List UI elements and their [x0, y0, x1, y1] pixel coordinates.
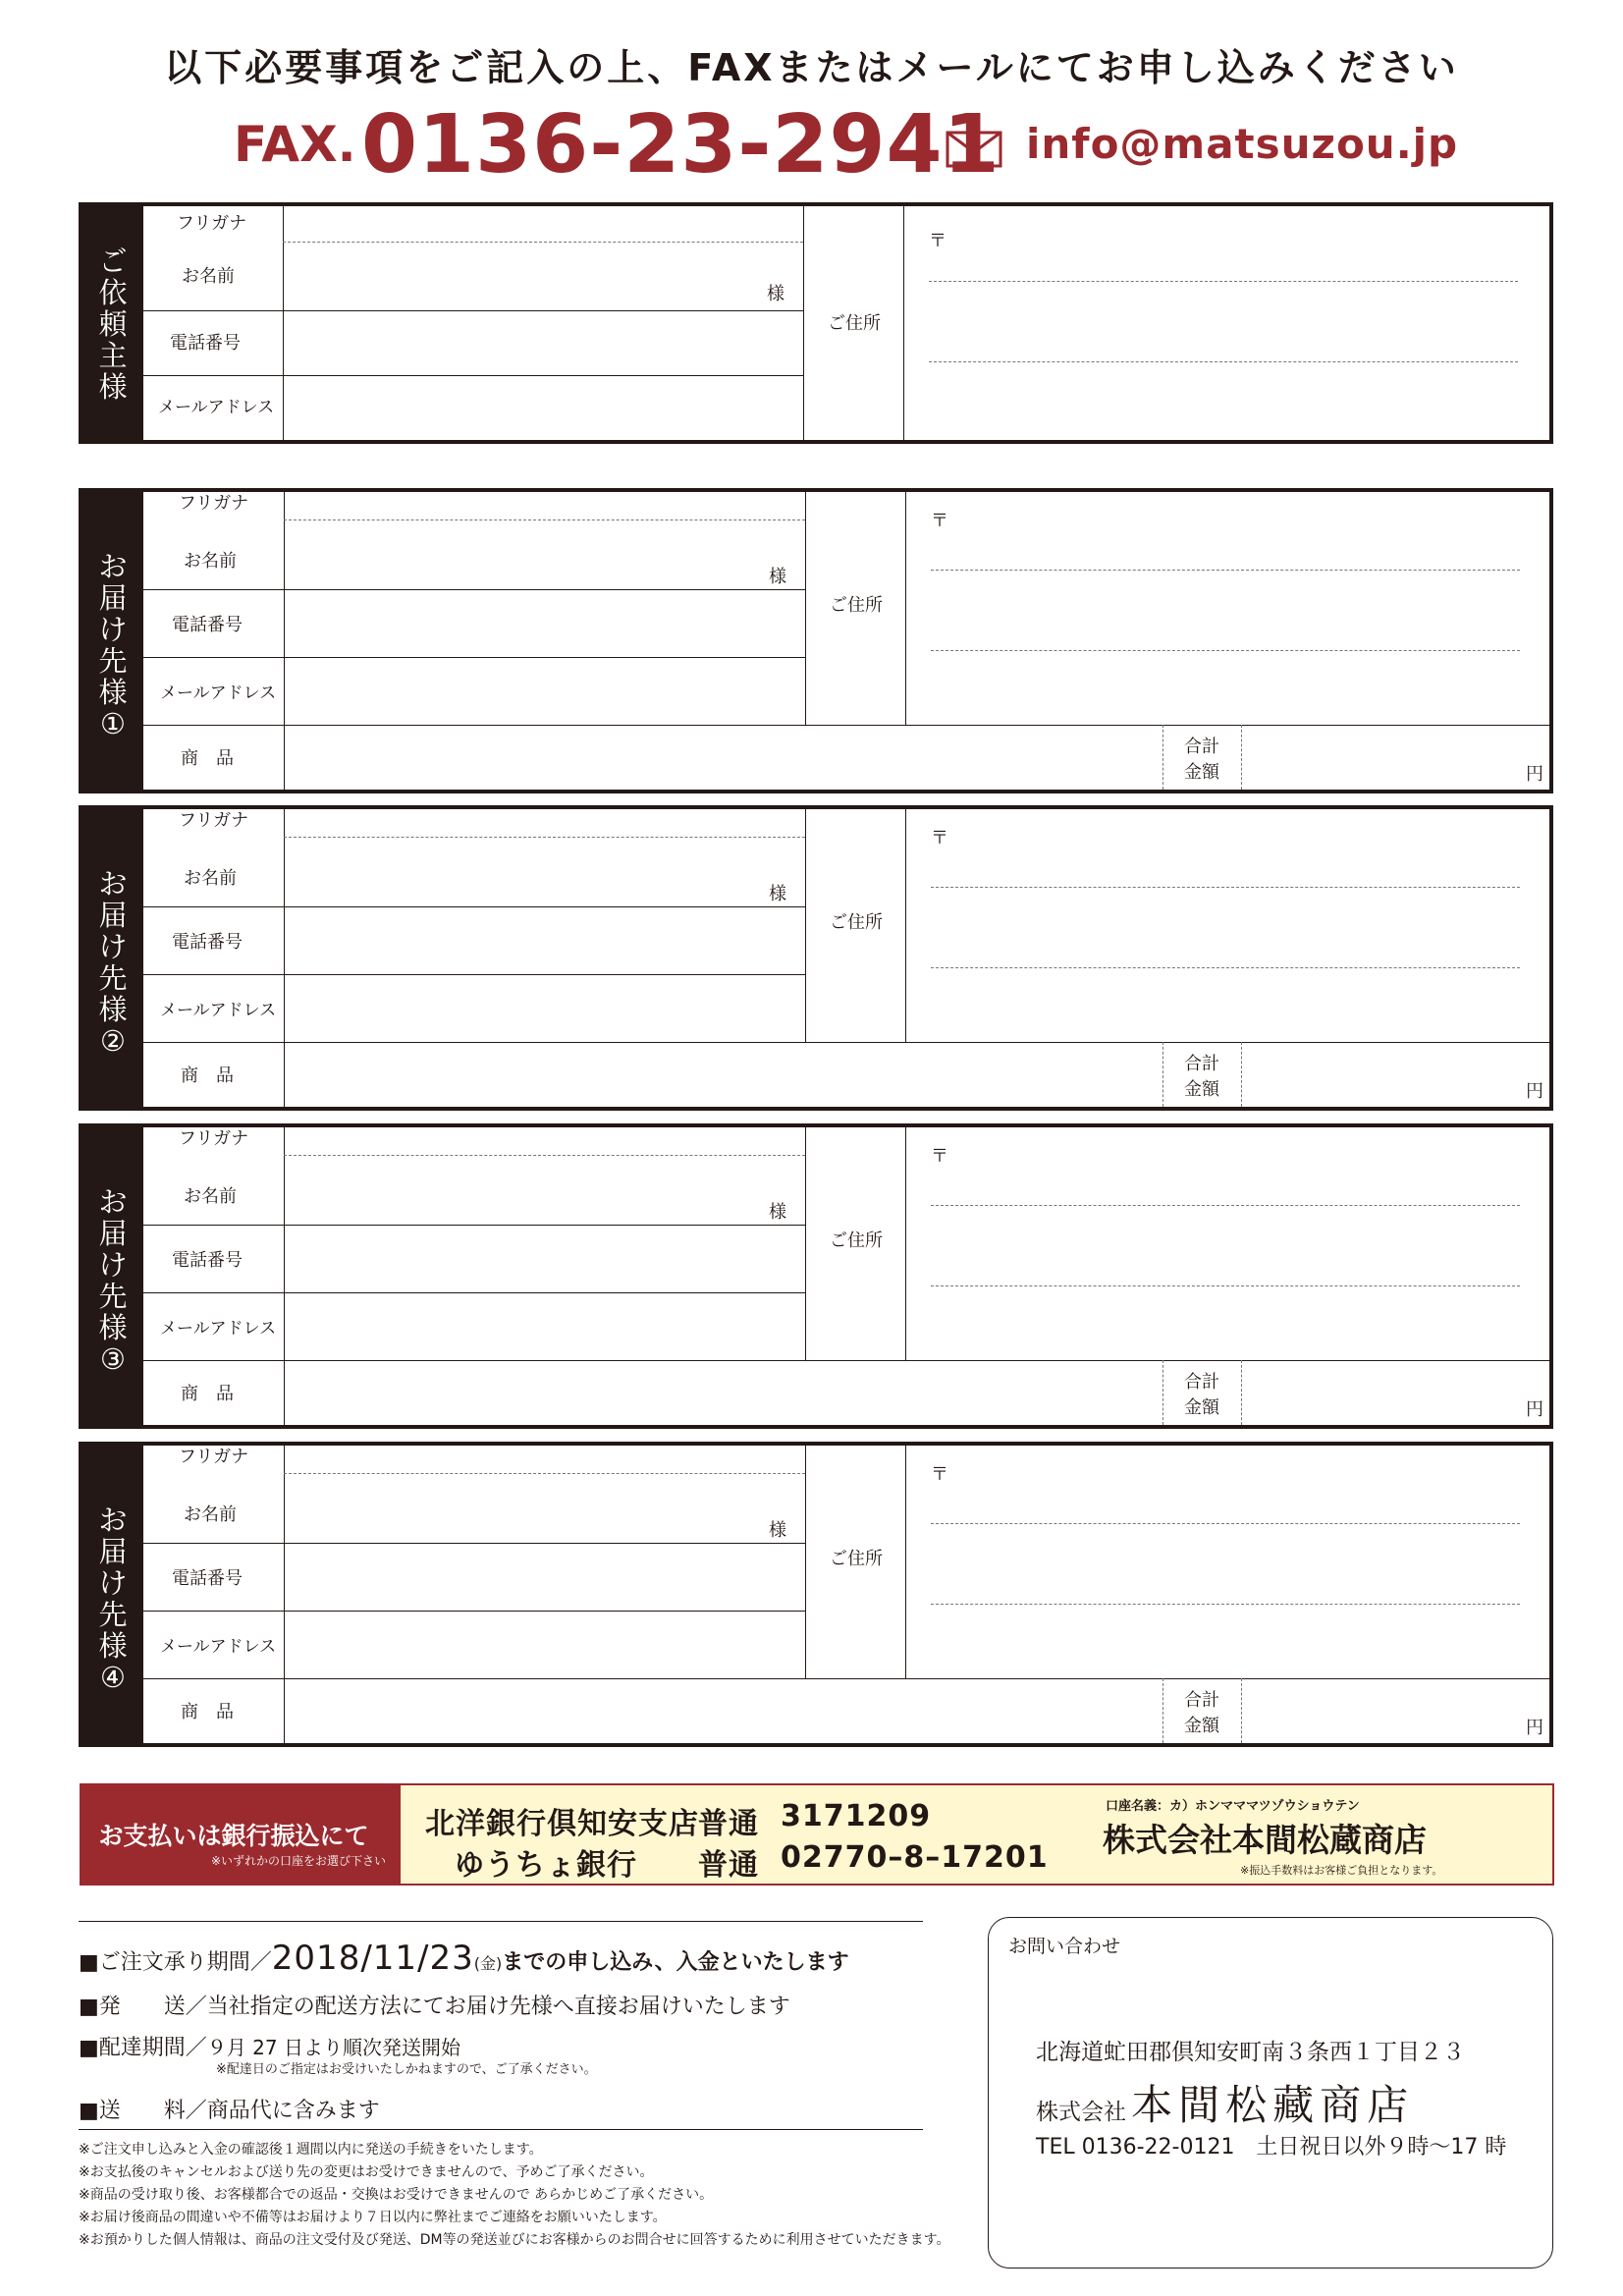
side-char: 様	[98, 1629, 128, 1663]
delivery-form-3	[79, 1123, 1553, 1429]
email-input[interactable]	[287, 379, 799, 436]
product-input[interactable]	[288, 1364, 1158, 1421]
fax-number[interactable]: 0136-23-2941	[361, 98, 1001, 191]
bank-payment-bar	[80, 1783, 1554, 1886]
contact-tel[interactable]: TEL 0136-22-0121 土日祝日以外９時〜17 時	[1036, 2135, 1507, 2159]
note-item: ※お預かりした個人情報は、商品の注文受付及び発送、DM等の発送並びにお客様からのお問合せに回答するために利用させていただきます。	[79, 2232, 950, 2248]
note-item: ※ご注文申し込みと入金の確認後１週間以内に発送の手続きをいたします。	[79, 2142, 543, 2158]
contact-box	[988, 1917, 1553, 2269]
contact-address: 北海道虻田郡倶知安町南３条西１丁目２３	[1036, 2040, 1465, 2065]
sama-label: 様	[769, 567, 786, 587]
phone-label: 電話番号	[172, 1250, 243, 1271]
name-input[interactable]	[288, 1159, 769, 1222]
side-char: 頼	[98, 307, 128, 341]
address-input[interactable]	[909, 496, 1547, 720]
note-item: ※商品の受け取り後、お客様都合での返品・交換はお受けできませんので あらかじめご了承ください。	[79, 2187, 714, 2203]
name-label: お名前	[184, 868, 237, 889]
yen-label: 円	[1526, 1718, 1543, 1738]
contact-label: お問い合わせ	[1008, 1936, 1121, 1957]
address-label: ご住所	[830, 1230, 883, 1251]
furigana-label: フリガナ	[179, 1128, 249, 1149]
product-label: 商 品	[181, 748, 234, 769]
phone-input[interactable]	[288, 1230, 800, 1288]
delivery-side-label	[82, 1446, 143, 1743]
headline: 以下必要事項をご記入の上、FAXまたはメールにてお申し込みください	[164, 46, 1459, 89]
phone-label: 電話番号	[170, 333, 241, 354]
sama-label: 様	[767, 284, 784, 304]
side-char: お	[98, 1185, 128, 1219]
side-char: お	[98, 1503, 128, 1537]
side-char: 届	[98, 899, 128, 932]
total-label: 合計 金額	[1184, 737, 1219, 783]
name-input[interactable]	[288, 841, 769, 903]
side-char: 先	[98, 1598, 128, 1631]
name-label: お名前	[184, 1504, 237, 1525]
product-input[interactable]	[288, 1682, 1158, 1739]
side-char: け	[98, 1248, 128, 1282]
bank1-number: 3171209	[781, 1799, 932, 1833]
phone-input[interactable]	[288, 594, 800, 653]
name-label: お名前	[184, 1186, 237, 1207]
email-input[interactable]	[288, 1615, 800, 1674]
side-char: 届	[98, 581, 128, 615]
delivery-label: ■配達期間／	[79, 2036, 207, 2060]
delivery-form-2	[79, 805, 1553, 1111]
fee-note: ※振込手数料はお客様ご負担となります。	[1240, 1864, 1443, 1877]
product-input[interactable]	[288, 1046, 1158, 1103]
delivery-note: ※配達日のご指定はお受けいたしかねますので、ご了承ください。	[216, 2062, 597, 2077]
shipping-label: ■発 送／	[79, 1995, 207, 2019]
address-label: ご住所	[830, 912, 883, 933]
yen-label: 円	[1526, 1081, 1543, 1102]
side-char: 様	[98, 993, 128, 1026]
total-input[interactable]	[1247, 1046, 1522, 1103]
total-label: 合計 金額	[1184, 1372, 1219, 1418]
side-char: 様	[98, 1311, 128, 1344]
side-char: ③	[100, 1342, 126, 1376]
side-char: 届	[98, 1217, 128, 1250]
email-input[interactable]	[288, 662, 800, 721]
period-text: までの申し込み、入金といたします	[502, 1950, 849, 1975]
furigana-label: フリガナ	[177, 213, 247, 234]
phone-label: 電話番号	[172, 615, 243, 635]
email-input[interactable]	[288, 979, 800, 1038]
fee-label: ■送 料／	[79, 2099, 207, 2123]
address-input[interactable]	[909, 813, 1547, 1037]
delivery-period	[79, 2031, 460, 2061]
product-label: 商 品	[181, 1384, 234, 1404]
postal-mark: 〒	[931, 1464, 948, 1485]
side-char: 先	[98, 1280, 128, 1313]
side-char: 依	[98, 276, 128, 309]
sama-label: 様	[769, 1520, 786, 1541]
shipping-text: 当社指定の配送方法にてお届け先様へ直接お届けいたします	[206, 1995, 790, 2019]
email-input[interactable]	[288, 1297, 800, 1356]
email-label: メールアドレス	[160, 683, 277, 703]
furigana-input[interactable]	[288, 1129, 800, 1153]
delivery-form-4	[79, 1442, 1553, 1747]
side-char: ①	[100, 707, 126, 740]
address-label: ご住所	[828, 313, 881, 334]
postal-mark: 〒	[931, 511, 948, 531]
side-char: ②	[100, 1024, 126, 1058]
bank2-type: 普通	[698, 1848, 759, 1883]
bank-subtitle: ※いずれかの口座をお選び下さい	[210, 1854, 386, 1868]
company-name: 本間松藏商店	[1131, 2081, 1415, 2129]
bank1-type: 普通	[698, 1807, 759, 1841]
address-label: ご住所	[830, 1549, 883, 1569]
furigana-input[interactable]	[288, 1448, 800, 1471]
company-prefix: 株式会社	[1036, 2100, 1126, 2125]
fax-label: FAX.	[234, 116, 356, 173]
side-char: 届	[98, 1535, 128, 1568]
furigana-input[interactable]	[288, 811, 800, 835]
phone-label: 電話番号	[172, 932, 243, 953]
address-input[interactable]	[907, 210, 1545, 436]
total-input[interactable]	[1247, 1364, 1522, 1421]
address-label: ご住所	[830, 595, 883, 616]
period-label: ■ご注文承り期間／	[79, 1950, 272, 1975]
requester-form	[79, 202, 1553, 444]
furigana-label: フリガナ	[179, 810, 249, 831]
bank-title-box	[81, 1785, 401, 1884]
phone-input[interactable]	[288, 911, 800, 970]
yen-label: 円	[1526, 1399, 1543, 1420]
email-label: メールアドレス	[160, 1637, 277, 1657]
bank2-number: 02770–8–17201	[781, 1840, 1049, 1875]
side-char: ④	[100, 1661, 126, 1694]
product-input[interactable]	[288, 729, 1158, 786]
delivery-text: ９月 27 日より順次発送開始	[206, 2036, 460, 2059]
postal-mark: 〒	[931, 1146, 948, 1167]
total-label: 合計 金額	[1184, 1054, 1219, 1100]
note-item: ※お支払後のキャンセルおよび送り先の変更はお受けできませんので、予めご了承ください。	[79, 2164, 654, 2180]
phone-input[interactable]	[288, 1548, 800, 1607]
email-link[interactable]: info@matsuzou.jp	[1026, 120, 1459, 168]
phone-label: 電話番号	[172, 1568, 243, 1589]
postal-mark: 〒	[931, 828, 948, 848]
name-input[interactable]	[287, 246, 768, 308]
delivery-side-label	[82, 492, 143, 790]
email-label: メールアドレス	[160, 1001, 277, 1020]
side-char: ご	[98, 245, 128, 278]
account-name: 株式会社本間松蔵商店	[1103, 1821, 1427, 1859]
yen-label: 円	[1526, 764, 1543, 785]
furigana-label: フリガナ	[179, 1447, 249, 1467]
address-input[interactable]	[909, 1131, 1547, 1355]
period-date: 2018/11/23	[271, 1939, 474, 1978]
account-label: 口座名義：カ）ホンマママツゾウショウテン	[1106, 1799, 1360, 1814]
total-label: 合計 金額	[1184, 1690, 1219, 1736]
note-item: ※お届け後商品の間違いや不備等はお届けより７日以内に弊社までご連絡をお願いいたします。	[79, 2210, 667, 2225]
product-label: 商 品	[181, 1702, 234, 1722]
furigana-label: フリガナ	[179, 493, 249, 514]
order-period	[79, 1939, 849, 1978]
side-char: け	[98, 930, 128, 963]
envelope-icon	[946, 131, 1002, 168]
total-input[interactable]	[1247, 1682, 1522, 1739]
shipping-info	[79, 1990, 790, 2020]
name-label: お名前	[182, 266, 235, 287]
side-char: 様	[98, 370, 128, 404]
email-label: メールアドレス	[158, 398, 275, 417]
address-input[interactable]	[909, 1449, 1547, 1673]
side-char: 主	[98, 339, 128, 372]
bank1-name: 北洋銀行倶知安支店	[425, 1807, 699, 1841]
bank-title: お支払いは銀行振込にて	[98, 1822, 369, 1850]
sama-label: 様	[769, 1202, 786, 1223]
side-char: お	[98, 867, 128, 901]
side-char: 先	[98, 644, 128, 678]
email-label: メールアドレス	[160, 1319, 277, 1339]
side-char: 先	[98, 961, 128, 995]
name-input[interactable]	[288, 523, 769, 586]
product-label: 商 品	[181, 1066, 234, 1086]
total-input[interactable]	[1247, 729, 1522, 786]
sama-label: 様	[769, 884, 786, 904]
contact-company	[1036, 2073, 1414, 2132]
name-input[interactable]	[288, 1477, 769, 1540]
side-char: お	[98, 550, 128, 583]
fee-info	[79, 2094, 380, 2124]
side-char: け	[98, 613, 128, 646]
side-char: け	[98, 1566, 128, 1600]
furigana-input[interactable]	[287, 212, 797, 240]
name-label: お名前	[184, 551, 237, 572]
delivery-form-1	[79, 488, 1553, 793]
delivery-side-label	[82, 809, 143, 1107]
phone-input[interactable]	[287, 314, 799, 371]
period-day: (金)	[473, 1954, 503, 1973]
fee-text: 商品代に含みます	[206, 2099, 380, 2123]
bank2-name: ゆうちょ銀行	[455, 1848, 637, 1883]
furigana-input[interactable]	[288, 494, 800, 518]
delivery-side-label	[82, 1127, 143, 1425]
requester-side-label	[82, 206, 143, 440]
side-char: 様	[98, 676, 128, 709]
postal-mark: 〒	[929, 231, 947, 251]
